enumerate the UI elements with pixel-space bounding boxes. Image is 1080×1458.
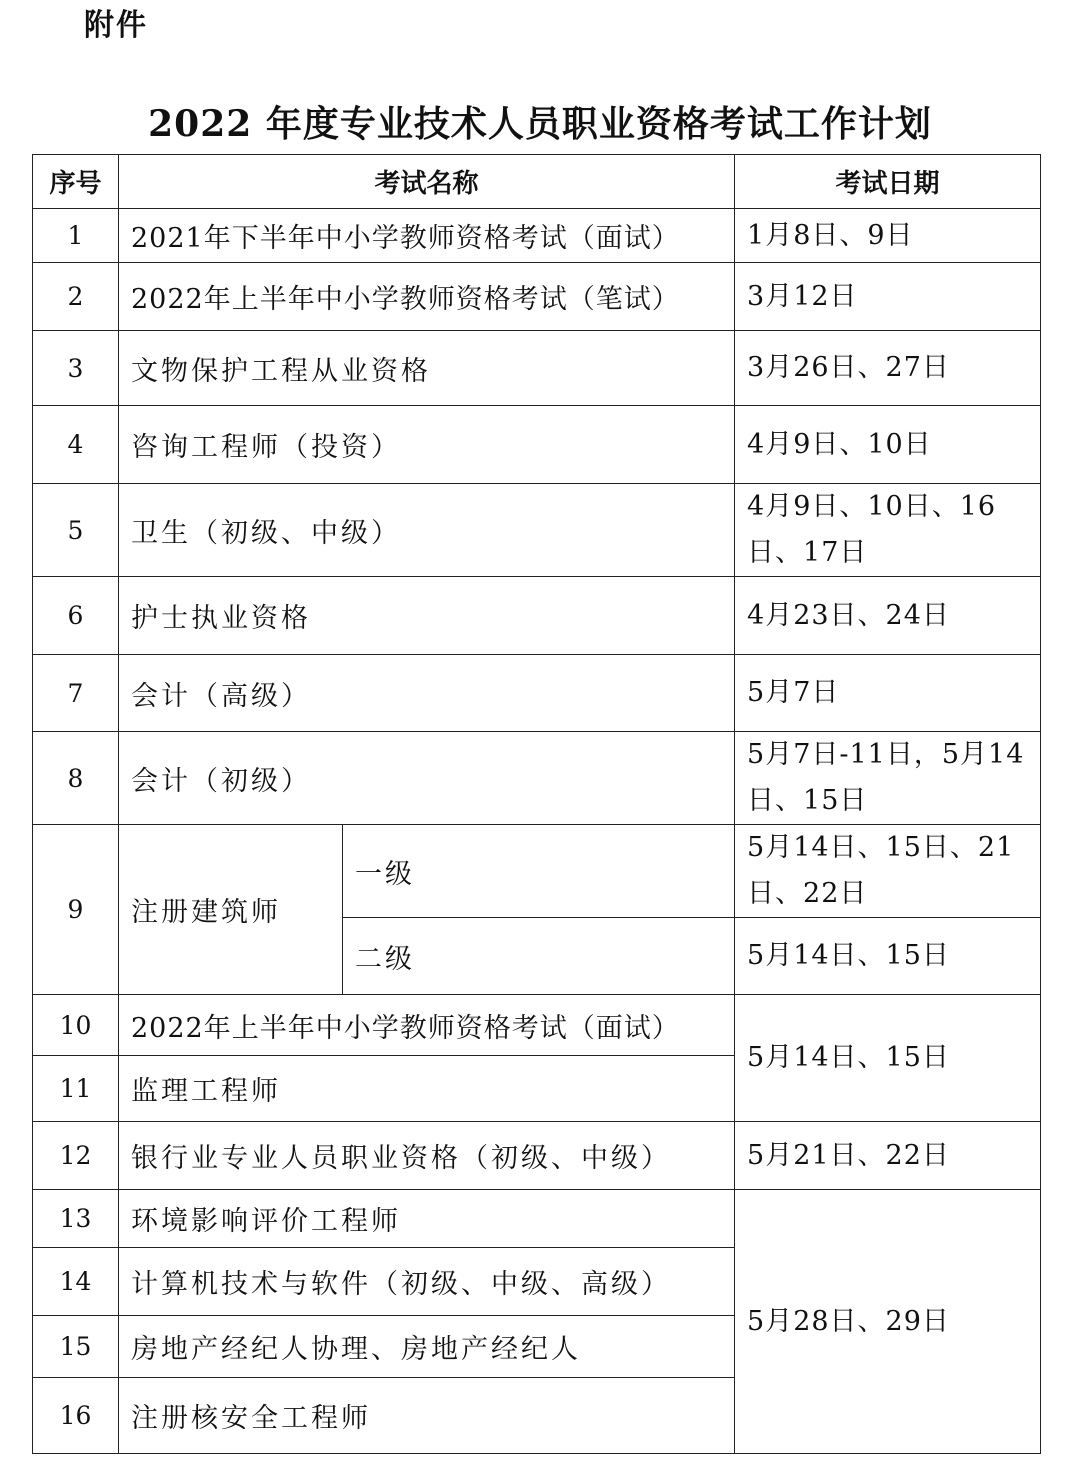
row-no: 6	[33, 577, 119, 655]
exam-name: 注册建筑师	[119, 825, 343, 995]
table-row	[33, 732, 1041, 825]
exam-name: 2021年下半年中小学教师资格考试（面试）	[119, 209, 735, 263]
exam-name: 计算机技术与软件（初级、中级、高级）	[119, 1248, 735, 1316]
exam-name: 2022年上半年中小学教师资格考试（面试）	[119, 995, 735, 1056]
row-no: 10	[33, 995, 119, 1056]
row-no: 3	[33, 331, 119, 406]
row-no: 9	[33, 825, 119, 995]
row-no: 4	[33, 406, 119, 484]
exam-date: 5月7日-11日，5月14日、15日	[735, 732, 1041, 825]
exam-date: 4月9日、10日	[735, 406, 1041, 484]
exam-date: 5月7日	[735, 655, 1041, 732]
table-row	[33, 484, 1041, 577]
exam-sublevel: 一级	[343, 825, 735, 918]
table-row	[33, 1190, 1041, 1248]
attachment-label: 附件	[84, 8, 148, 43]
exam-date: 5月21日、22日	[735, 1122, 1041, 1190]
table-row	[33, 209, 1041, 263]
exam-name: 文物保护工程从业资格	[119, 331, 735, 406]
exam-sublevel: 二级	[343, 918, 735, 995]
exam-date: 4月9日、10日、16日、17日	[735, 484, 1041, 577]
header-name: 考试名称	[119, 155, 735, 209]
exam-name: 卫生（初级、中级）	[119, 484, 735, 577]
exam-name: 会计（高级）	[119, 655, 735, 732]
exam-date: 5月14日、15日	[735, 918, 1041, 995]
exam-name: 会计（初级）	[119, 732, 735, 825]
table-row	[33, 331, 1041, 406]
row-no: 15	[33, 1316, 119, 1378]
table-row	[33, 1122, 1041, 1190]
exam-name: 环境影响评价工程师	[119, 1190, 735, 1248]
table-row	[33, 825, 1041, 918]
exam-name: 2022年上半年中小学教师资格考试（笔试）	[119, 263, 735, 331]
table-row	[33, 263, 1041, 331]
row-no: 14	[33, 1248, 119, 1316]
exam-date: 5月14日、15日	[735, 995, 1041, 1122]
table-row	[33, 577, 1041, 655]
row-no: 7	[33, 655, 119, 732]
exam-name: 护士执业资格	[119, 577, 735, 655]
exam-schedule-table	[32, 154, 1041, 1454]
exam-date: 3月12日	[735, 263, 1041, 331]
exam-date: 3月26日、27日	[735, 331, 1041, 406]
row-no: 8	[33, 732, 119, 825]
row-no: 12	[33, 1122, 119, 1190]
row-no: 16	[33, 1378, 119, 1454]
table-row	[33, 406, 1041, 484]
exam-name: 咨询工程师（投资）	[119, 406, 735, 484]
page-title: 2022 年度专业技术人员职业资格考试工作计划	[148, 103, 932, 145]
table-header-row	[33, 155, 1041, 209]
exam-date: 5月14日、15日、21日、22日	[735, 825, 1041, 918]
row-no: 2	[33, 263, 119, 331]
exam-date: 5月28日、29日	[735, 1190, 1041, 1454]
row-no: 13	[33, 1190, 119, 1248]
exam-date: 4月23日、24日	[735, 577, 1041, 655]
exam-name: 房地产经纪人协理、房地产经纪人	[119, 1316, 735, 1378]
row-no: 5	[33, 484, 119, 577]
table-row	[33, 655, 1041, 732]
row-no: 1	[33, 209, 119, 263]
exam-name: 监理工程师	[119, 1056, 735, 1122]
exam-name: 注册核安全工程师	[119, 1378, 735, 1454]
row-no: 11	[33, 1056, 119, 1122]
table-row	[33, 995, 1041, 1056]
exam-date: 1月8日、9日	[735, 209, 1041, 263]
exam-name: 银行业专业人员职业资格（初级、中级）	[119, 1122, 735, 1190]
header-no: 序号	[33, 155, 119, 209]
header-date: 考试日期	[735, 155, 1041, 209]
